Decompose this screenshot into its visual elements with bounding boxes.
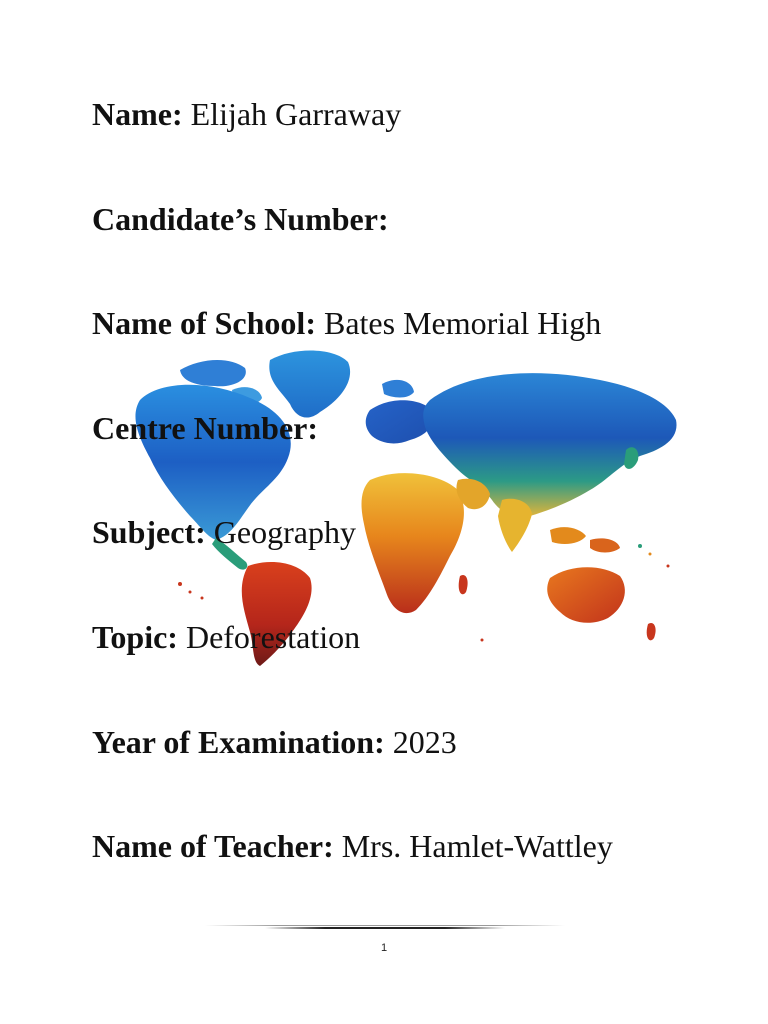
field-label: Candidate’s Number: — [92, 200, 389, 237]
field-label: Name: — [92, 96, 183, 132]
field-value: Bates Memorial High — [315, 305, 602, 342]
field-name — [92, 92, 613, 197]
field-label: Name of School: — [92, 305, 316, 342]
field-value: Deforestation — [177, 618, 361, 655]
field-school — [92, 301, 613, 406]
field-subject — [92, 510, 613, 615]
field-value: Mrs. Hamlet-Wattley — [333, 828, 613, 865]
field-topic — [92, 615, 613, 720]
field-centre-number — [92, 406, 613, 511]
cover-fields — [92, 92, 613, 929]
field-candidate-number — [92, 197, 613, 302]
field-year — [92, 720, 613, 825]
field-teacher — [92, 824, 613, 929]
field-label: Subject: — [92, 514, 206, 551]
field-value: Elijah Garraway — [182, 96, 402, 132]
field-label: Centre Number: — [92, 409, 319, 446]
page-number: 1 — [380, 942, 388, 954]
field-label: Name of Teacher: — [92, 828, 334, 865]
field-value: 2023 — [384, 723, 457, 760]
field-value: Geography — [205, 514, 356, 551]
field-label: Topic: — [92, 618, 178, 655]
field-label: Year of Examination: — [92, 723, 385, 760]
